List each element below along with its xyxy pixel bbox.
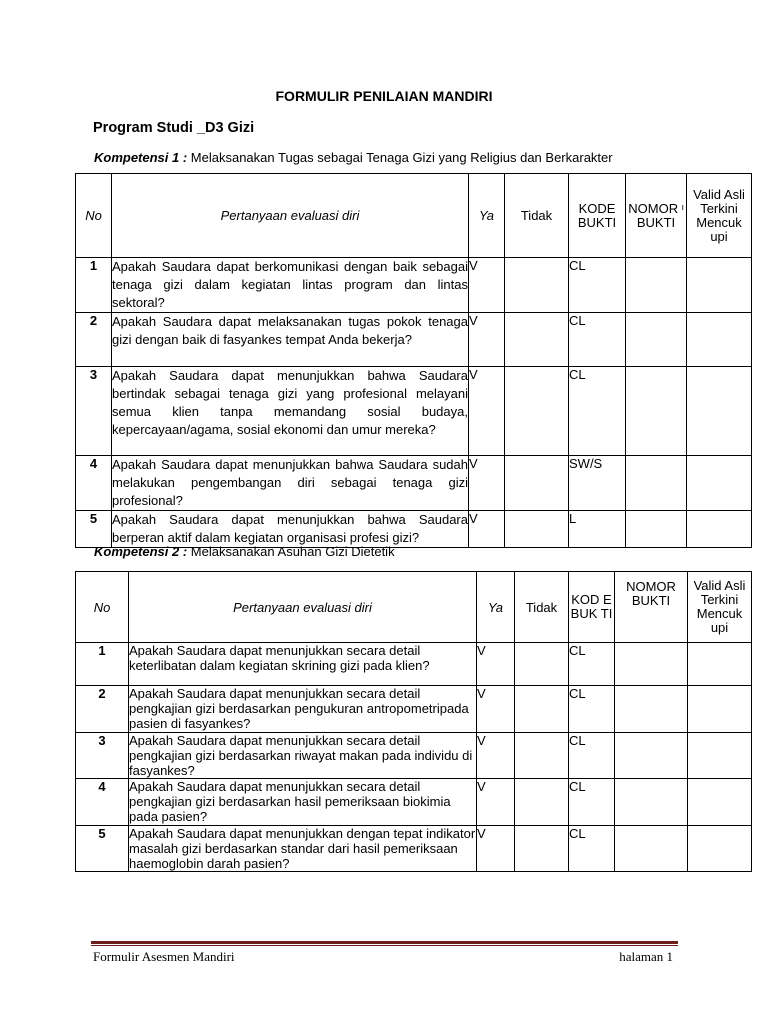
row-ya: V — [469, 511, 505, 548]
row-question: Apakah Saudara dapat menunjukkan bahwa Saudara bertindak sebagai tenaga gizi yang profesional melayani semua klien tanpa memandang sosial budaya, kepercayaan/agama, sosial ekonomi dan umur mereka? — [112, 367, 469, 456]
row-tidak — [505, 258, 569, 313]
row-nomor-bukti — [615, 643, 688, 686]
row-tidak — [505, 313, 569, 367]
header-no: No — [76, 174, 112, 258]
row-ya: V — [477, 686, 515, 733]
header-valid: Valid Asli Terkini Mencuk upi — [687, 174, 752, 258]
row-question: Apakah Saudara dapat menunjukkan secara detail pengkajian gizi berdasarkan riwayat makan pada individu di fasyankes? — [129, 733, 477, 779]
page-title: FORMULIR PENILAIAN MANDIRI — [275, 88, 493, 104]
row-valid — [688, 643, 752, 686]
header-question: Pertanyaan evaluasi diri — [129, 572, 477, 643]
row-ya: V — [477, 643, 515, 686]
row-number: 2 — [76, 686, 129, 733]
row-question: Apakah Saudara dapat menunjukkan secara detail pengkajian gizi berdasarkan hasil pemeriksaan biokimia pada pasien? — [129, 779, 477, 826]
row-ya: V — [469, 258, 505, 313]
row-kode-bukti: CL — [569, 686, 615, 733]
table-row — [76, 456, 752, 511]
row-ya: V — [477, 779, 515, 826]
row-valid — [688, 733, 752, 779]
row-question: Apakah Saudara dapat menunjukkan secara detail pengkajian gizi berdasarkan pengukuran antropometripada pasien di fasyankes? — [129, 686, 477, 733]
table-row — [76, 686, 752, 733]
row-question: Apakah Saudara dapat menunjukkan bahwa Saudara sudah melakukan pengembangan diri sebagai tenaga gizi profesional? — [112, 456, 469, 511]
header-ya: Ya — [469, 174, 505, 258]
row-valid — [687, 456, 752, 511]
row-ya: V — [477, 733, 515, 779]
row-number: 2 — [76, 313, 112, 367]
row-tidak — [505, 367, 569, 456]
row-nomor-bukti — [626, 511, 687, 548]
row-number: 5 — [76, 826, 129, 872]
row-tidak — [515, 686, 569, 733]
header-kode-bukti: KOD E BUK TI — [569, 572, 615, 643]
row-question: Apakah Saudara dapat menunjukkan bahwa Saudara berperan aktif dalam kegiatan organisasi profesi gizi? — [112, 511, 469, 548]
table-row — [76, 733, 752, 779]
kompetensi-1-table — [75, 173, 752, 548]
row-number: 1 — [76, 643, 129, 686]
row-nomor-bukti — [615, 686, 688, 733]
header-question: Pertanyaan evaluasi diri — [112, 174, 469, 258]
row-nomor-bukti — [615, 779, 688, 826]
footer-doc-name: Formulir Asesmen Mandiri — [93, 949, 235, 964]
header-ya: Ya — [477, 572, 515, 643]
row-kode-bukti: CL — [569, 258, 626, 313]
row-question: Apakah Saudara dapat menunjukkan dengan tepat indikator masalah gizi berdasarkan standar dari hasil pemeriksaan haemoglobin darah pasien? — [129, 826, 476, 871]
row-ya: V — [477, 826, 515, 872]
row-tidak — [515, 643, 569, 686]
kompetensi-2-text: Melaksanakan Asuhan Gizi Dietetik — [187, 544, 395, 559]
row-valid — [688, 686, 752, 733]
row-kode-bukti: CL — [569, 826, 615, 872]
row-kode-bukti: CL — [569, 643, 615, 686]
row-nomor-bukti — [626, 367, 687, 456]
table-row — [76, 826, 752, 872]
header-tidak: Tidak — [515, 572, 569, 643]
row-tidak — [505, 456, 569, 511]
row-nomor-bukti — [626, 313, 687, 367]
row-nomor-bukti — [626, 456, 687, 511]
row-number: 4 — [76, 456, 112, 511]
row-tidak — [515, 733, 569, 779]
row-tidak — [505, 511, 569, 548]
kompetensi-1-text: Melaksanakan Tugas sebagai Tenaga Gizi yang Religius dan Berkarakter — [187, 150, 613, 165]
row-question: Apakah Saudara dapat melaksanakan tugas pokok tenaga gizi dengan baik di fasyankes tempat Anda bekerja? — [112, 313, 469, 367]
row-kode-bukti: CL — [569, 313, 626, 367]
header-kode-bukti: KODE BUKTI — [569, 174, 626, 258]
kompetensi-2-heading — [94, 544, 395, 559]
row-tidak — [515, 826, 569, 872]
kompetensi-2-label: Kompetensi 2 : — [94, 544, 188, 559]
footer-divider — [91, 941, 678, 944]
footer-page-number: halaman 1 — [619, 949, 673, 964]
table-row — [76, 511, 752, 548]
row-number: 1 — [76, 258, 112, 313]
row-kode-bukti: CL — [569, 367, 626, 456]
row-question: Apakah Saudara dapat berkomunikasi dengan baik sebagai tenaga gizi dalam kegiatan lintas program dan lintas sektoral? — [112, 258, 469, 313]
row-kode-bukti: L — [569, 511, 626, 548]
row-valid — [688, 826, 752, 872]
row-number: 5 — [76, 511, 112, 548]
row-nomor-bukti — [615, 733, 688, 779]
table-row — [76, 367, 752, 456]
row-kode-bukti: SW/S — [569, 456, 626, 511]
row-number: 3 — [76, 367, 112, 456]
program-label: Program Studi _D3 Gizi — [93, 120, 255, 136]
row-kode-bukti: CL — [569, 779, 615, 826]
header-nomor-bukti: NOMOR BUKTI — [615, 572, 688, 643]
kompetensi-1-label: Kompetensi 1 : — [94, 150, 188, 165]
table-header-row — [76, 174, 752, 258]
kompetensi-2-table — [75, 571, 752, 872]
table-header-row — [76, 572, 752, 643]
table-row — [76, 779, 752, 826]
row-valid — [687, 313, 752, 367]
kompetensi-1-heading — [94, 150, 613, 165]
header-valid: Valid Asli Terkini Mencuk upi — [688, 572, 752, 643]
row-number: 4 — [76, 779, 129, 826]
table-row — [76, 313, 752, 367]
header-nomor-bukti: NOMOR ᶦ BUKTI — [626, 174, 687, 258]
table-row — [76, 643, 752, 686]
row-ya: V — [469, 313, 505, 367]
row-question: Apakah Saudara dapat menunjukkan secara detail keterlibatan dalam kegiatan skrining gizi pada klien? — [129, 643, 477, 686]
table-row — [76, 258, 752, 313]
row-valid — [687, 258, 752, 313]
row-nomor-bukti — [615, 826, 688, 872]
row-ya: V — [469, 367, 505, 456]
header-tidak: Tidak — [505, 174, 569, 258]
row-nomor-bukti — [626, 258, 687, 313]
row-valid — [687, 511, 752, 548]
row-kode-bukti: CL — [569, 733, 615, 779]
header-no: No — [76, 572, 129, 643]
row-valid — [688, 779, 752, 826]
footer-divider-thin — [91, 945, 678, 946]
row-valid — [687, 367, 752, 456]
row-number: 3 — [76, 733, 129, 779]
row-tidak — [515, 779, 569, 826]
row-ya: V — [469, 456, 505, 511]
